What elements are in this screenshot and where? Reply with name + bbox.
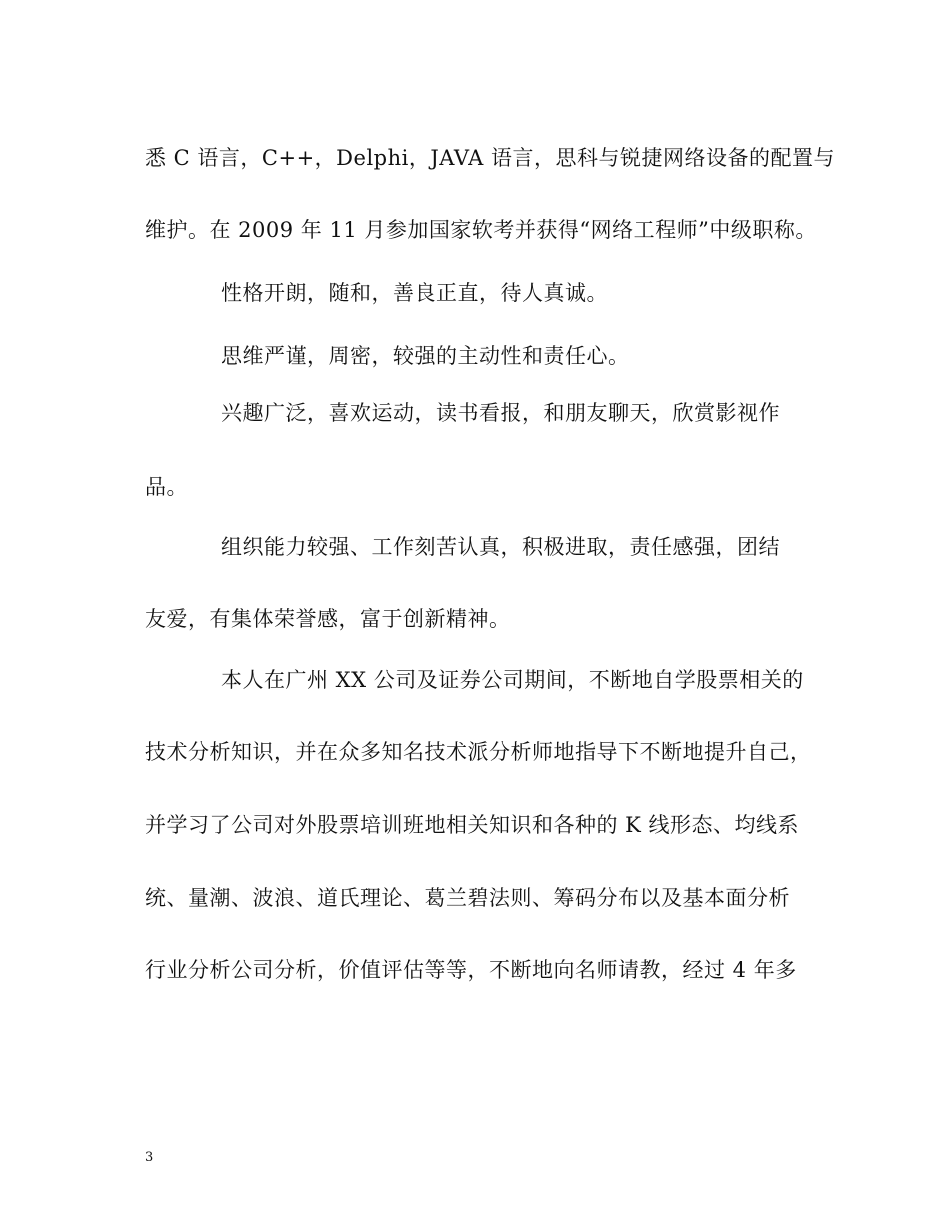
paragraph-abilities-line-1: 组织能力较强、工作刻苦认真，积极进取，责任感强，团结 [221, 535, 780, 559]
paragraph-interests-line-1: 兴趣广泛，喜欢运动，读书看报，和朋友聊天，欣赏影视作 [221, 401, 780, 425]
paragraph-experience-line-2: 技术分析知识，并在众多知名技术派分析师地指导下不断地提升自己， [145, 740, 812, 764]
paragraph-experience-line-3: 并学习了公司对外股票培训班地相关知识和各种的 K 线形态、均线系 [145, 813, 800, 837]
paragraph-experience-line-5: 行业分析公司分析，价值评估等等，不断地向名师请教，经过 4 年多 [145, 958, 797, 982]
paragraph-thinking: 思维严谨，周密，较强的主动性和责任心。 [221, 344, 630, 368]
paragraph-interests-line-2: 品。 [145, 475, 188, 499]
paragraph-abilities-line-2: 友爱，有集体荣誉感，富于创新精神。 [145, 607, 511, 631]
page-number: 3 [145, 1150, 154, 1165]
text-line-1: 悉 C 语言，C++，Delphi，JAVA 语言，思科与锐捷网络设备的配置与 [145, 146, 835, 170]
paragraph-personality: 性格开朗，随和，善良正直，待人真诚。 [221, 281, 608, 305]
paragraph-experience-line-4: 统、量潮、波浪、道氏理论、葛兰碧法则、筹码分布以及基本面分析 [145, 886, 790, 910]
paragraph-experience-line-1: 本人在广州 XX 公司及证券公司期间，不断地自学股票相关的 [221, 668, 804, 692]
text-line-2: 维护。在 2009 年 11 月参加国家软考并获得“网络工程师”中级职称。 [145, 218, 817, 242]
